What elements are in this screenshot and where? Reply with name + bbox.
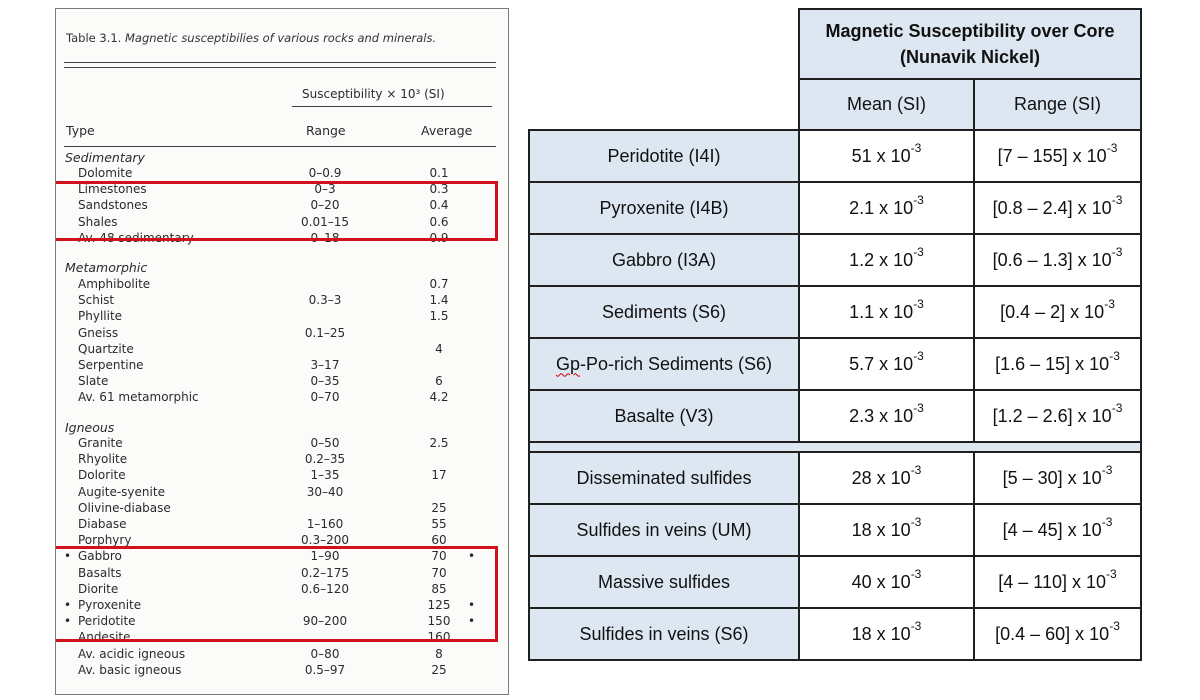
scan-section-heading: Igneous xyxy=(65,420,115,435)
core-mean-value: 18 x 10 xyxy=(851,519,911,540)
core-mean-value: 2.1 x 10 xyxy=(849,197,914,218)
core-range-value: [5 – 30] x 10 xyxy=(1002,467,1102,488)
core-range-exponent: -3 xyxy=(1111,245,1123,259)
scan-row-type: Slate xyxy=(78,374,109,389)
core-range-exponent: -3 xyxy=(1106,141,1118,155)
core-row-label xyxy=(528,451,800,505)
scan-table-row xyxy=(56,663,508,679)
scan-table-row xyxy=(56,485,508,501)
scan-row-average: 125 xyxy=(427,598,451,612)
scan-row-average: 0.6 xyxy=(429,214,449,229)
core-row-label-prefix: Gp xyxy=(555,353,580,374)
core-mean-exponent: -3 xyxy=(913,245,924,259)
core-mean-value: 2.3 x 10 xyxy=(849,405,914,426)
scan-row-range: 3–17 xyxy=(310,358,340,372)
core-range-value: [1.2 – 2.6] x 10 xyxy=(992,405,1112,426)
scan-top-rule-2 xyxy=(64,67,496,68)
scan-row-type: Limestones xyxy=(78,182,147,197)
scan-row-average-marker: • xyxy=(468,549,476,564)
scan-row-type: Rhyolite xyxy=(78,452,128,467)
core-row-range xyxy=(973,181,1142,235)
scan-row-type: Amphibolite xyxy=(78,277,151,291)
core-row-mean xyxy=(798,607,975,661)
scan-row-average: 4.2 xyxy=(429,390,449,405)
scan-row-range: 1–35 xyxy=(310,468,340,483)
scan-row-range: 30–40 xyxy=(306,484,344,499)
core-row-label-text: Disseminated sulfides xyxy=(576,467,752,488)
core-mean-value: 28 x 10 xyxy=(851,467,911,488)
scanned-susceptibility-table xyxy=(55,8,509,695)
scan-row-range: 0.5–97 xyxy=(304,662,346,677)
scan-row-type: Andesite xyxy=(78,630,131,645)
core-mean-exponent: -3 xyxy=(913,193,924,207)
core-mean-value: 1.2 x 10 xyxy=(849,249,914,270)
core-row-mean xyxy=(798,337,975,391)
core-range-value: [1.6 – 15] x 10 xyxy=(995,353,1110,374)
core-mean-exponent: -3 xyxy=(913,401,924,415)
core-row-label xyxy=(528,129,800,183)
scan-row-average: 60 xyxy=(431,533,447,548)
scan-row-average-marker: • xyxy=(468,598,476,612)
scan-row-type: Dolorite xyxy=(78,468,126,483)
scan-row-type: Olivine-diabase xyxy=(78,500,171,515)
scan-row-type: Pyroxenite xyxy=(78,598,142,612)
core-range-exponent: -3 xyxy=(1101,515,1113,529)
core-row-mean xyxy=(798,285,975,339)
scan-row-range: 0.2–175 xyxy=(301,565,349,580)
core-susceptibility-table xyxy=(528,8,1142,664)
scan-table-row xyxy=(56,374,508,390)
scan-row-average: 0.7 xyxy=(429,277,449,291)
scan-row-average: 160 xyxy=(427,630,451,645)
scan-table-row xyxy=(56,326,508,342)
scan-row-type: Schist xyxy=(78,293,115,308)
core-range-exponent: -3 xyxy=(1111,401,1123,415)
scan-row-marker: • xyxy=(64,549,72,564)
scan-table-row xyxy=(56,436,508,452)
scan-row-range: 0.6–120 xyxy=(301,581,349,596)
scan-table-row xyxy=(56,166,508,182)
core-row-label-text: Gabbro (I3A) xyxy=(611,249,717,270)
core-mean-exponent: -3 xyxy=(910,619,922,633)
core-range-exponent: -3 xyxy=(1101,463,1113,477)
core-row-mean xyxy=(798,451,975,505)
scan-head-rule xyxy=(64,146,496,147)
scan-row-average: 4 xyxy=(435,341,443,356)
scan-row-average: 150 xyxy=(427,614,451,629)
scan-row-type: Av. 48 sedimentary xyxy=(78,230,194,245)
scan-col-average: Average xyxy=(421,123,473,138)
core-row-range xyxy=(973,233,1142,287)
scan-row-type: Serpentine xyxy=(78,358,144,372)
core-table-title: Magnetic Susceptibility over Core (Nunavik Nickel) xyxy=(798,8,1142,80)
scan-row-type: Quartzite xyxy=(78,341,134,356)
scan-row-type: Phyllite xyxy=(78,309,123,324)
core-row-mean xyxy=(798,503,975,557)
scan-row-type: Av. 61 metamorphic xyxy=(78,390,199,405)
core-row-label-text: Sulfides in veins (UM) xyxy=(576,519,752,540)
scan-row-average: 2.5 xyxy=(429,436,449,450)
core-row-label xyxy=(528,503,800,557)
scan-table-row xyxy=(56,468,508,484)
scan-row-type: Peridotite xyxy=(78,614,136,629)
scan-row-type: Porphyry xyxy=(78,533,132,548)
scan-row-average: 17 xyxy=(431,468,447,483)
scan-row-type: Granite xyxy=(78,436,123,450)
scan-row-type: Shales xyxy=(78,214,118,229)
scan-row-type: Augite-syenite xyxy=(78,484,165,499)
scan-row-type: Dolomite xyxy=(78,166,133,180)
core-row-label-text: Pyroxenite (I4B) xyxy=(599,197,729,218)
scan-row-average: 6 xyxy=(435,374,443,389)
scan-row-marker: • xyxy=(64,614,72,629)
core-mean-value: 1.1 x 10 xyxy=(849,301,914,322)
core-mean-value: 40 x 10 xyxy=(851,571,911,592)
core-range-value: [0.4 – 2] x 10 xyxy=(1000,301,1105,322)
core-mean-value: 18 x 10 xyxy=(851,623,911,644)
scan-row-type: Sandstones xyxy=(78,198,148,213)
core-row-mean xyxy=(798,555,975,609)
scan-row-range: 0–3 xyxy=(314,182,336,197)
scan-sus-rule xyxy=(292,106,492,107)
core-row-label xyxy=(528,285,800,339)
highlight-box-igneous xyxy=(55,546,498,645)
core-mean-exponent: -3 xyxy=(913,349,924,363)
scan-row-range: 0–50 xyxy=(310,436,340,450)
scan-row-range: 0.1–25 xyxy=(304,325,346,340)
scan-row-range: 0–70 xyxy=(310,390,340,405)
core-row-range xyxy=(973,555,1142,609)
core-row-label-text: Sediments (S6) xyxy=(601,301,727,322)
core-mean-exponent: -3 xyxy=(913,297,924,311)
scan-table-row xyxy=(56,293,508,309)
core-mean-exponent: -3 xyxy=(910,141,922,155)
scan-row-average-marker: • xyxy=(468,614,476,629)
core-row-label xyxy=(528,337,800,391)
scan-row-range: 1–90 xyxy=(310,549,340,564)
scan-row-average: 25 xyxy=(431,662,447,677)
core-row-range xyxy=(973,129,1142,183)
scan-table-row xyxy=(56,452,508,468)
core-mean-exponent: -3 xyxy=(910,515,922,529)
scan-row-range: 0.3–3 xyxy=(308,293,342,308)
scan-row-type: Gneiss xyxy=(78,325,119,340)
core-row-label-text: -Po-rich Sediments (S6) xyxy=(579,353,773,374)
scan-table-row xyxy=(56,358,508,374)
core-range-exponent: -3 xyxy=(1106,567,1117,581)
core-row-label-text: Sulfides in veins (S6) xyxy=(579,623,749,644)
core-mean-exponent: -3 xyxy=(910,567,922,581)
scan-row-type: Basalts xyxy=(78,565,122,580)
scan-row-average: 0.3 xyxy=(429,182,449,197)
scan-top-rule xyxy=(64,62,496,63)
core-row-range xyxy=(973,503,1142,557)
scan-row-range: 0–35 xyxy=(310,374,340,389)
scan-row-average: 1.5 xyxy=(429,309,449,324)
scan-row-average: 0.4 xyxy=(429,198,449,213)
scan-row-type: Gabbro xyxy=(78,549,122,564)
scan-table-row xyxy=(56,390,508,406)
core-row-range xyxy=(973,607,1142,661)
core-row-label-text: Peridotite (I4I) xyxy=(607,145,721,166)
scan-row-range: 0–0.9 xyxy=(308,166,342,180)
core-range-value: [4 – 45] x 10 xyxy=(1002,519,1102,540)
scan-row-range: 0.01–15 xyxy=(301,214,349,229)
scan-table-row xyxy=(56,501,508,517)
scan-row-average: 25 xyxy=(431,500,447,515)
core-col-mean: Mean (SI) xyxy=(798,78,975,131)
scan-row-average: 70 xyxy=(431,565,447,580)
core-row-mean xyxy=(798,129,975,183)
scan-table-title: Table 3.1. Magnetic susceptibilies of various rocks and minerals. xyxy=(66,31,437,45)
core-row-label xyxy=(528,233,800,287)
scan-row-range: 0–80 xyxy=(310,646,340,661)
core-row-label xyxy=(528,607,800,661)
core-range-exponent: -3 xyxy=(1111,193,1123,207)
scan-row-range: 0.2–35 xyxy=(304,452,346,467)
core-row-label-text: Massive sulfides xyxy=(597,571,731,592)
core-row-range xyxy=(973,389,1142,443)
core-row-mean xyxy=(798,389,975,443)
scan-row-range: 0.3–200 xyxy=(301,533,349,548)
scan-section-heading: Metamorphic xyxy=(65,260,148,275)
scan-row-average: 85 xyxy=(431,581,447,596)
core-row-range xyxy=(973,337,1142,391)
core-row-mean xyxy=(798,233,975,287)
core-row-label-text: Basalte (V3) xyxy=(614,405,714,426)
core-row-label xyxy=(528,181,800,235)
scan-row-average: 55 xyxy=(431,517,447,531)
scan-susceptibility-header: Susceptibility × 10³ (SI) xyxy=(302,87,445,101)
core-range-value: [7 – 155] x 10 xyxy=(997,145,1107,166)
core-range-exponent: -3 xyxy=(1109,349,1120,363)
scan-row-average: 8 xyxy=(435,646,443,661)
scan-row-range: 0–20 xyxy=(310,198,340,213)
scan-table-row xyxy=(56,342,508,358)
core-mean-value: 51 x 10 xyxy=(851,145,911,166)
core-row-label xyxy=(528,555,800,609)
core-row-range xyxy=(973,285,1142,339)
scan-table-row xyxy=(56,517,508,533)
core-mean-value: 5.7 x 10 xyxy=(849,353,914,374)
core-mean-exponent: -3 xyxy=(910,463,922,477)
scan-section-heading: Sedimentary xyxy=(65,150,145,165)
core-range-value: [0.8 – 2.4] x 10 xyxy=(992,197,1112,218)
core-row-range xyxy=(973,451,1142,505)
scan-table-row xyxy=(56,309,508,325)
core-range-exponent: -3 xyxy=(1104,297,1115,311)
scan-row-range: 0–18 xyxy=(310,230,340,245)
scan-row-type: Diorite xyxy=(78,581,119,596)
scan-row-average: 70 xyxy=(431,549,447,564)
scan-row-average: 1.4 xyxy=(429,293,449,308)
core-row-mean xyxy=(798,181,975,235)
scan-row-average: 0.1 xyxy=(429,166,449,180)
core-range-exponent: -3 xyxy=(1109,619,1120,633)
core-range-value: [0.4 – 60] x 10 xyxy=(995,623,1110,644)
scan-table-row xyxy=(56,647,508,663)
scan-row-range: 90–200 xyxy=(302,614,348,629)
scan-row-type: Av. basic igneous xyxy=(78,662,182,677)
scan-row-type: Av. acidic igneous xyxy=(78,646,186,661)
scan-row-average: 0.9 xyxy=(429,230,449,245)
scan-col-range: Range xyxy=(306,123,346,138)
core-range-value: [0.6 – 1.3] x 10 xyxy=(992,249,1112,270)
scan-row-type: Diabase xyxy=(78,517,127,531)
scan-row-marker: • xyxy=(64,598,72,612)
core-row-label xyxy=(528,389,800,443)
core-col-range: Range (SI) xyxy=(973,78,1142,131)
core-range-value: [4 – 110] x 10 xyxy=(998,571,1107,592)
scan-row-range: 1–160 xyxy=(306,517,344,531)
highlight-box-sedimentary xyxy=(55,181,498,241)
scan-table-row xyxy=(56,277,508,293)
scan-col-type: Type xyxy=(66,123,95,138)
